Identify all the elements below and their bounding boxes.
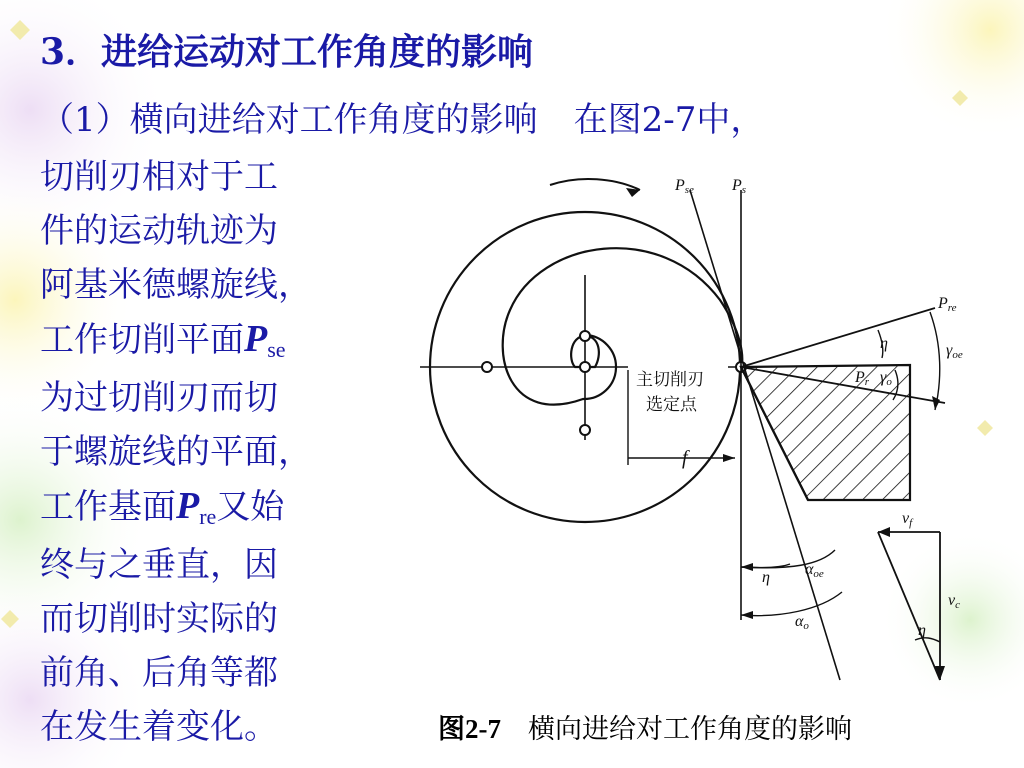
- symbol-subscript: re: [199, 504, 217, 529]
- symbol-P: P: [244, 318, 268, 360]
- figure-caption: [438, 707, 852, 746]
- body-text-fragment: 工作基面: [40, 487, 176, 527]
- body-line: 为过切削刃而切: [40, 378, 278, 418]
- cutting-point-label: 主切削刃: [636, 370, 704, 390]
- label-gamma-o: γo: [880, 369, 892, 388]
- point: [580, 425, 590, 435]
- label-Pr: Pr: [855, 369, 870, 388]
- point: [580, 362, 590, 372]
- label-Ps: Ps: [732, 177, 747, 196]
- caption-number: 图2-7: [438, 714, 501, 744]
- body-line: 在发生着变化。: [40, 707, 278, 747]
- figure-2-7-diagram: [390, 160, 990, 700]
- section-subheading: [40, 92, 764, 141]
- body-line: 阿基米德螺旋线，: [40, 265, 312, 305]
- body-line: 件的运动轨迹为: [40, 211, 278, 251]
- body-line: 而切削时实际的: [40, 599, 278, 639]
- point: [580, 331, 590, 341]
- body-line: [40, 479, 380, 538]
- pre-plane-line: [741, 308, 935, 367]
- body-text-fragment: 又始: [216, 487, 285, 527]
- body-text-fragment: 工作切削平面: [40, 320, 244, 360]
- body-line: 于螺旋线的平面，: [40, 432, 312, 472]
- label-eta-triangle: η: [918, 622, 926, 639]
- alpha-o-arc: [741, 592, 842, 616]
- body-line: 切削刃相对于工: [40, 157, 278, 197]
- body-line: [40, 312, 380, 371]
- point: [482, 362, 492, 372]
- body-line: 终与之垂直，因: [40, 545, 278, 585]
- page-title: 3．进给运动对工作角度的影响: [40, 31, 534, 73]
- subheading-lead: 在图2-7中，: [573, 100, 765, 140]
- label-alpha-o: αo: [795, 613, 809, 632]
- label-Pse: Pse: [675, 177, 694, 196]
- gamma-oe-arc: [930, 312, 940, 410]
- label-eta-top: η: [880, 335, 888, 352]
- label-vc: vc: [948, 592, 960, 611]
- cutting-point-label2: 选定点: [646, 395, 697, 415]
- subheading-title: （1）横向进给对工作角度的影响: [40, 100, 538, 140]
- body-paragraph: [40, 150, 380, 754]
- f-label: f: [682, 447, 688, 469]
- label-Pre: Pre: [938, 295, 957, 314]
- caption-title: 横向进给对工作角度的影响: [528, 714, 852, 745]
- label-gamma-oe: γoe: [946, 342, 963, 361]
- label-eta-bottom: η: [762, 569, 770, 586]
- label-alpha-oe: αoe: [805, 561, 824, 580]
- label-vf: vf: [902, 510, 913, 529]
- symbol-P: P: [176, 485, 200, 527]
- ve-vector: [878, 532, 940, 680]
- body-line: 前角、后角等都: [40, 653, 278, 693]
- symbol-subscript: se: [267, 337, 286, 362]
